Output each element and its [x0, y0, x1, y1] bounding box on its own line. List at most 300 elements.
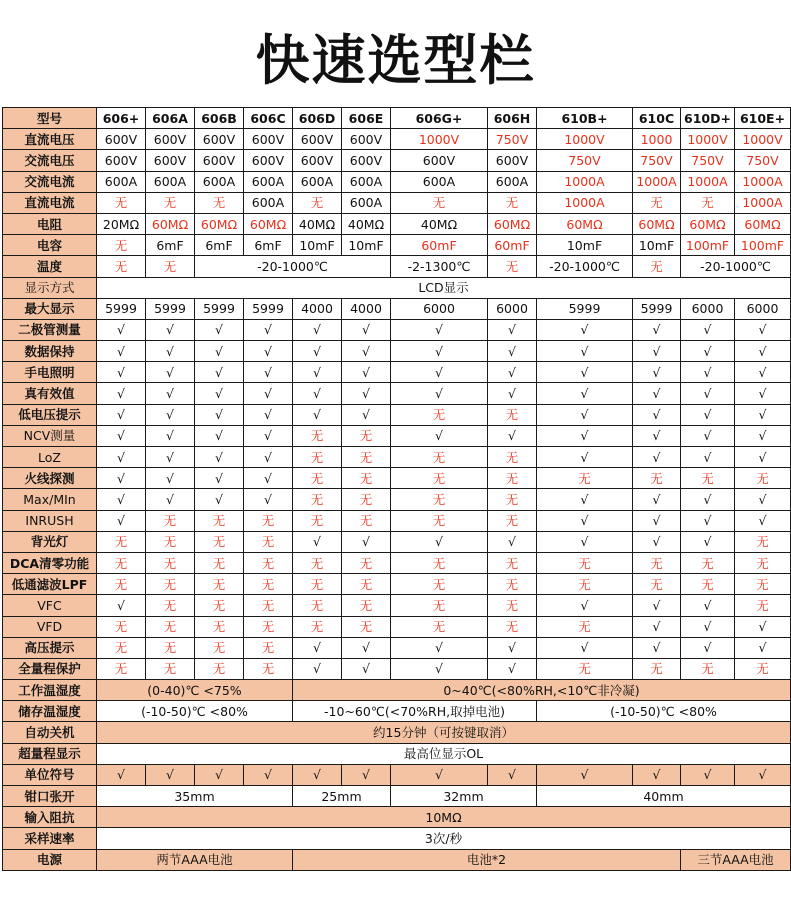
- maxdisp-cell: 5999: [537, 298, 633, 319]
- unit-cell: √: [735, 764, 791, 785]
- cap-cell: 6mF: [244, 235, 293, 256]
- maxmin-cell: √: [681, 489, 735, 510]
- acv-cell: 750V: [681, 150, 735, 171]
- live-cell: 无: [537, 468, 633, 489]
- model-cell: 606G+: [391, 108, 488, 129]
- maxdisp-cell: 5999: [195, 298, 244, 319]
- diode-cell: √: [537, 319, 633, 340]
- temp-cell: -2-1300℃: [391, 256, 488, 277]
- trms-cell: √: [391, 383, 488, 404]
- hv-cell: √: [735, 637, 791, 658]
- inrush-cell: 无: [293, 510, 342, 531]
- hold-cell: √: [391, 341, 488, 362]
- row-label-sttemp: 储存温湿度: [3, 701, 97, 722]
- loz-cell: √: [244, 447, 293, 468]
- row-label-cap: 电容: [3, 235, 97, 256]
- row-label-hold: 数据保持: [3, 341, 97, 362]
- table-row-maxmin: [3, 489, 791, 510]
- loz-cell: 无: [488, 447, 537, 468]
- aca-cell: 600A: [244, 171, 293, 192]
- table-row-overrange: [3, 743, 791, 764]
- lpf-cell: 无: [537, 574, 633, 595]
- lowbat-cell: √: [244, 404, 293, 425]
- comparison-table: [2, 107, 791, 871]
- protect-cell: √: [391, 658, 488, 679]
- table-row-protect: [3, 658, 791, 679]
- aca-cell: 600A: [195, 171, 244, 192]
- vfd-cell: 无: [293, 616, 342, 637]
- table-row-maxdisp: [3, 298, 791, 319]
- aca-cell: 1000A: [681, 171, 735, 192]
- acv-cell: 600V: [146, 150, 195, 171]
- table-row-sttemp: [3, 701, 791, 722]
- inrush-cell: 无: [244, 510, 293, 531]
- dcv-cell: 600V: [293, 129, 342, 150]
- maxmin-cell: 无: [391, 489, 488, 510]
- vfc-cell: √: [681, 595, 735, 616]
- ncv-cell: √: [681, 425, 735, 446]
- live-cell: 无: [293, 468, 342, 489]
- row-label-acv: 交流电压: [3, 150, 97, 171]
- vfd-cell: 无: [146, 616, 195, 637]
- aca-cell: 1000A: [735, 171, 791, 192]
- model-cell: 606+: [97, 108, 146, 129]
- row-label-ncv: NCV测量: [3, 425, 97, 446]
- aca-cell: 600A: [97, 171, 146, 192]
- acv-cell: 750V: [537, 150, 633, 171]
- loz-cell: √: [537, 447, 633, 468]
- maxmin-cell: 无: [488, 489, 537, 510]
- row-label-lpf: 低通滤波LPF: [3, 574, 97, 595]
- table-row-res: [3, 213, 791, 234]
- torch-cell: √: [293, 362, 342, 383]
- trms-cell: √: [488, 383, 537, 404]
- unit-cell: √: [488, 764, 537, 785]
- unit-cell: √: [244, 764, 293, 785]
- inrush-cell: 无: [342, 510, 391, 531]
- hv-cell: √: [342, 637, 391, 658]
- table-row-trms: [3, 383, 791, 404]
- res-cell: 60MΩ: [681, 213, 735, 234]
- maxmin-cell: 无: [293, 489, 342, 510]
- temp-cell: -20-1000℃: [681, 256, 791, 277]
- backlight-cell: √: [293, 531, 342, 552]
- temp-cell: 无: [146, 256, 195, 277]
- backlight-cell: √: [633, 531, 681, 552]
- res-cell: 40MΩ: [293, 213, 342, 234]
- row-label-diode: 二极管测量: [3, 319, 97, 340]
- ncv-cell: 无: [293, 425, 342, 446]
- temp-cell: -20-1000℃: [537, 256, 633, 277]
- hold-cell: √: [681, 341, 735, 362]
- maxmin-cell: √: [244, 489, 293, 510]
- row-label-hv: 高压提示: [3, 637, 97, 658]
- hold-cell: √: [146, 341, 195, 362]
- model-cell: 606C: [244, 108, 293, 129]
- vfd-cell: 无: [342, 616, 391, 637]
- overrange-cell: 最高位显示OL: [97, 743, 791, 764]
- loz-cell: 无: [293, 447, 342, 468]
- vfc-cell: √: [633, 595, 681, 616]
- live-cell: 无: [488, 468, 537, 489]
- vfd-cell: 无: [537, 616, 633, 637]
- row-label-power: 电源: [3, 849, 97, 870]
- dcazero-cell: 无: [97, 552, 146, 573]
- live-cell: √: [146, 468, 195, 489]
- model-cell: 610D+: [681, 108, 735, 129]
- loz-cell: √: [633, 447, 681, 468]
- optemp-cell: 0~40℃(<80%RH,<10℃非冷凝): [293, 680, 791, 701]
- rate-cell: 3次/秒: [97, 828, 791, 849]
- autooff-cell: 约15分钟（可按键取消）: [97, 722, 791, 743]
- unit-cell: √: [293, 764, 342, 785]
- lowbat-cell: 无: [391, 404, 488, 425]
- model-cell: 610C: [633, 108, 681, 129]
- row-label-aca: 交流电流: [3, 171, 97, 192]
- model-cell: 606B: [195, 108, 244, 129]
- protect-cell: 无: [244, 658, 293, 679]
- lpf-cell: 无: [244, 574, 293, 595]
- protect-cell: 无: [146, 658, 195, 679]
- res-cell: 60MΩ: [244, 213, 293, 234]
- table-row-torch: [3, 362, 791, 383]
- table-row-ncv: [3, 425, 791, 446]
- backlight-cell: 无: [244, 531, 293, 552]
- cap-cell: 10mF: [537, 235, 633, 256]
- sttemp-cell: (-10-50)℃ <80%: [97, 701, 293, 722]
- table-row-temp: [3, 256, 791, 277]
- maxdisp-cell: 6000: [488, 298, 537, 319]
- vfc-cell: 无: [735, 595, 791, 616]
- hold-cell: √: [488, 341, 537, 362]
- trms-cell: √: [342, 383, 391, 404]
- live-cell: √: [97, 468, 146, 489]
- table-row-dcv: [3, 129, 791, 150]
- loz-cell: 无: [391, 447, 488, 468]
- unit-cell: √: [633, 764, 681, 785]
- page-title: 快速选型栏: [255, 29, 536, 92]
- vfc-cell: 无: [293, 595, 342, 616]
- jaw-cell: 32mm: [391, 786, 537, 807]
- ncv-cell: √: [195, 425, 244, 446]
- table-row-optemp: [3, 680, 791, 701]
- dcv-cell: 600V: [195, 129, 244, 150]
- trms-cell: √: [537, 383, 633, 404]
- table-row-dca: [3, 192, 791, 213]
- unit-cell: √: [391, 764, 488, 785]
- maxdisp-cell: 6000: [681, 298, 735, 319]
- backlight-cell: √: [391, 531, 488, 552]
- table-row-display: [3, 277, 791, 298]
- live-cell: 无: [342, 468, 391, 489]
- dca-cell: 无: [195, 192, 244, 213]
- row-label-overrange: 超量程显示: [3, 743, 97, 764]
- table-row-model: [3, 108, 791, 129]
- trms-cell: √: [681, 383, 735, 404]
- temp-cell: -20-1000℃: [195, 256, 391, 277]
- live-cell: 无: [633, 468, 681, 489]
- row-label-maxdisp: 最大显示: [3, 298, 97, 319]
- inrush-cell: √: [97, 510, 146, 531]
- ncv-cell: √: [488, 425, 537, 446]
- hv-cell: √: [681, 637, 735, 658]
- lpf-cell: 无: [342, 574, 391, 595]
- torch-cell: √: [537, 362, 633, 383]
- cap-cell: 100mF: [735, 235, 791, 256]
- dcazero-cell: 无: [681, 552, 735, 573]
- loz-cell: √: [146, 447, 195, 468]
- protect-cell: 无: [195, 658, 244, 679]
- trms-cell: √: [97, 383, 146, 404]
- dca-cell: 无: [146, 192, 195, 213]
- row-label-display: 显示方式: [3, 277, 97, 298]
- lowbat-cell: √: [537, 404, 633, 425]
- table-row-autooff: [3, 722, 791, 743]
- cap-cell: 100mF: [681, 235, 735, 256]
- diode-cell: √: [146, 319, 195, 340]
- dca-cell: 600A: [244, 192, 293, 213]
- cap-cell: 10mF: [342, 235, 391, 256]
- row-label-vfc: VFC: [3, 595, 97, 616]
- ncv-cell: √: [735, 425, 791, 446]
- dca-cell: 无: [488, 192, 537, 213]
- live-cell: √: [195, 468, 244, 489]
- row-label-loz: LoZ: [3, 447, 97, 468]
- model-cell: 610E+: [735, 108, 791, 129]
- inrush-cell: √: [537, 510, 633, 531]
- hv-cell: 无: [97, 637, 146, 658]
- torch-cell: √: [735, 362, 791, 383]
- table-row-lpf: [3, 574, 791, 595]
- dcazero-cell: 无: [633, 552, 681, 573]
- torch-cell: √: [146, 362, 195, 383]
- res-cell: 60MΩ: [633, 213, 681, 234]
- table-row-power: [3, 849, 791, 870]
- lpf-cell: 无: [391, 574, 488, 595]
- row-label-dcv: 直流电压: [3, 129, 97, 150]
- vfd-cell: √: [633, 616, 681, 637]
- hv-cell: √: [488, 637, 537, 658]
- dcazero-cell: 无: [244, 552, 293, 573]
- lpf-cell: 无: [293, 574, 342, 595]
- aca-cell: 1000A: [633, 171, 681, 192]
- backlight-cell: √: [681, 531, 735, 552]
- unit-cell: √: [97, 764, 146, 785]
- maxdisp-cell: 6000: [735, 298, 791, 319]
- hv-cell: √: [293, 637, 342, 658]
- row-label-res: 电阻: [3, 213, 97, 234]
- res-cell: 40MΩ: [391, 213, 488, 234]
- model-cell: 606D: [293, 108, 342, 129]
- aca-cell: 600A: [488, 171, 537, 192]
- cap-cell: 60mF: [391, 235, 488, 256]
- dca-cell: 无: [391, 192, 488, 213]
- diode-cell: √: [195, 319, 244, 340]
- model-cell: 606E: [342, 108, 391, 129]
- protect-cell: √: [342, 658, 391, 679]
- torch-cell: √: [488, 362, 537, 383]
- vfd-cell: √: [681, 616, 735, 637]
- table-row-aca: [3, 171, 791, 192]
- dcv-cell: 600V: [97, 129, 146, 150]
- diode-cell: √: [633, 319, 681, 340]
- dca-cell: 1000A: [735, 192, 791, 213]
- dca-cell: 无: [293, 192, 342, 213]
- dcazero-cell: 无: [146, 552, 195, 573]
- aca-cell: 1000A: [537, 171, 633, 192]
- inrush-cell: √: [681, 510, 735, 531]
- res-cell: 20MΩ: [97, 213, 146, 234]
- table-row-lowbat: [3, 404, 791, 425]
- vfd-cell: 无: [488, 616, 537, 637]
- cap-cell: 10mF: [633, 235, 681, 256]
- dca-cell: 600A: [342, 192, 391, 213]
- hv-cell: √: [537, 637, 633, 658]
- acv-cell: 600V: [488, 150, 537, 171]
- diode-cell: √: [97, 319, 146, 340]
- model-cell: 606A: [146, 108, 195, 129]
- sttemp-cell: (-10-50)℃ <80%: [537, 701, 791, 722]
- jaw-cell: 35mm: [97, 786, 293, 807]
- vfc-cell: 无: [488, 595, 537, 616]
- maxmin-cell: √: [537, 489, 633, 510]
- temp-cell: 无: [633, 256, 681, 277]
- row-label-live: 火线探测: [3, 468, 97, 489]
- table-row-dcazero: [3, 552, 791, 573]
- model-cell: 610B+: [537, 108, 633, 129]
- trms-cell: √: [195, 383, 244, 404]
- backlight-cell: √: [488, 531, 537, 552]
- row-label-lowbat: 低电压提示: [3, 404, 97, 425]
- model-cell: 606H: [488, 108, 537, 129]
- torch-cell: √: [97, 362, 146, 383]
- maxdisp-cell: 4000: [293, 298, 342, 319]
- table-row-acv: [3, 150, 791, 171]
- unit-cell: √: [681, 764, 735, 785]
- lowbat-cell: √: [293, 404, 342, 425]
- row-label-rate: 采样速率: [3, 828, 97, 849]
- res-cell: 60MΩ: [195, 213, 244, 234]
- optemp-cell: (0-40)℃ <75%: [97, 680, 293, 701]
- jaw-cell: 40mm: [537, 786, 791, 807]
- torch-cell: √: [244, 362, 293, 383]
- row-label-torch: 手电照明: [3, 362, 97, 383]
- diode-cell: √: [681, 319, 735, 340]
- hv-cell: 无: [195, 637, 244, 658]
- dcazero-cell: 无: [293, 552, 342, 573]
- dcazero-cell: 无: [735, 552, 791, 573]
- row-label-temp: 温度: [3, 256, 97, 277]
- lpf-cell: 无: [735, 574, 791, 595]
- row-label-autooff: 自动关机: [3, 722, 97, 743]
- maxmin-cell: √: [735, 489, 791, 510]
- torch-cell: √: [633, 362, 681, 383]
- acv-cell: 750V: [735, 150, 791, 171]
- inrush-cell: 无: [195, 510, 244, 531]
- hv-cell: √: [633, 637, 681, 658]
- table-row-cap: [3, 235, 791, 256]
- lpf-cell: 无: [97, 574, 146, 595]
- power-cell: 三节AAA电池: [681, 849, 791, 870]
- lowbat-cell: √: [342, 404, 391, 425]
- row-label-jaw: 钳口张开: [3, 786, 97, 807]
- backlight-cell: 无: [146, 531, 195, 552]
- lowbat-cell: √: [146, 404, 195, 425]
- aca-cell: 600A: [391, 171, 488, 192]
- live-cell: 无: [681, 468, 735, 489]
- table-row-diode: [3, 319, 791, 340]
- vfc-cell: 无: [391, 595, 488, 616]
- row-label-dcazero: DCA清零功能: [3, 552, 97, 573]
- vfc-cell: √: [537, 595, 633, 616]
- row-label-model: 型号: [3, 108, 97, 129]
- hv-cell: √: [391, 637, 488, 658]
- diode-cell: √: [293, 319, 342, 340]
- aca-cell: 600A: [293, 171, 342, 192]
- dcv-cell: 1000V: [681, 129, 735, 150]
- table-row-loz: [3, 447, 791, 468]
- acv-cell: 600V: [97, 150, 146, 171]
- hold-cell: √: [342, 341, 391, 362]
- protect-cell: √: [488, 658, 537, 679]
- acv-cell: 600V: [244, 150, 293, 171]
- trms-cell: √: [293, 383, 342, 404]
- dcv-cell: 1000V: [537, 129, 633, 150]
- lpf-cell: 无: [488, 574, 537, 595]
- trms-cell: √: [146, 383, 195, 404]
- maxdisp-cell: 5999: [146, 298, 195, 319]
- res-cell: 40MΩ: [342, 213, 391, 234]
- acv-cell: 750V: [633, 150, 681, 171]
- ncv-cell: √: [244, 425, 293, 446]
- dca-cell: 无: [97, 192, 146, 213]
- maxmin-cell: √: [97, 489, 146, 510]
- diode-cell: √: [735, 319, 791, 340]
- ncv-cell: √: [391, 425, 488, 446]
- live-cell: 无: [735, 468, 791, 489]
- protect-cell: √: [293, 658, 342, 679]
- trms-cell: √: [244, 383, 293, 404]
- vfc-cell: √: [97, 595, 146, 616]
- torch-cell: √: [195, 362, 244, 383]
- dcv-cell: 600V: [342, 129, 391, 150]
- vfd-cell: 无: [391, 616, 488, 637]
- protect-cell: 无: [97, 658, 146, 679]
- trms-cell: √: [735, 383, 791, 404]
- display-cell: LCD显示: [97, 277, 791, 298]
- acv-cell: 600V: [195, 150, 244, 171]
- inrush-cell: 无: [488, 510, 537, 531]
- vfd-cell: 无: [97, 616, 146, 637]
- dcv-cell: 600V: [146, 129, 195, 150]
- row-label-unit: 单位符号: [3, 764, 97, 785]
- trms-cell: √: [633, 383, 681, 404]
- maxmin-cell: √: [195, 489, 244, 510]
- dcv-cell: 1000: [633, 129, 681, 150]
- inrush-cell: 无: [146, 510, 195, 531]
- table-row-vfd: [3, 616, 791, 637]
- maxdisp-cell: 5999: [633, 298, 681, 319]
- vfc-cell: 无: [342, 595, 391, 616]
- loz-cell: √: [681, 447, 735, 468]
- impedance-cell: 10MΩ: [97, 807, 791, 828]
- aca-cell: 600A: [342, 171, 391, 192]
- ncv-cell: √: [633, 425, 681, 446]
- table-row-hold: [3, 341, 791, 362]
- maxdisp-cell: 6000: [391, 298, 488, 319]
- inrush-cell: √: [633, 510, 681, 531]
- temp-cell: 无: [488, 256, 537, 277]
